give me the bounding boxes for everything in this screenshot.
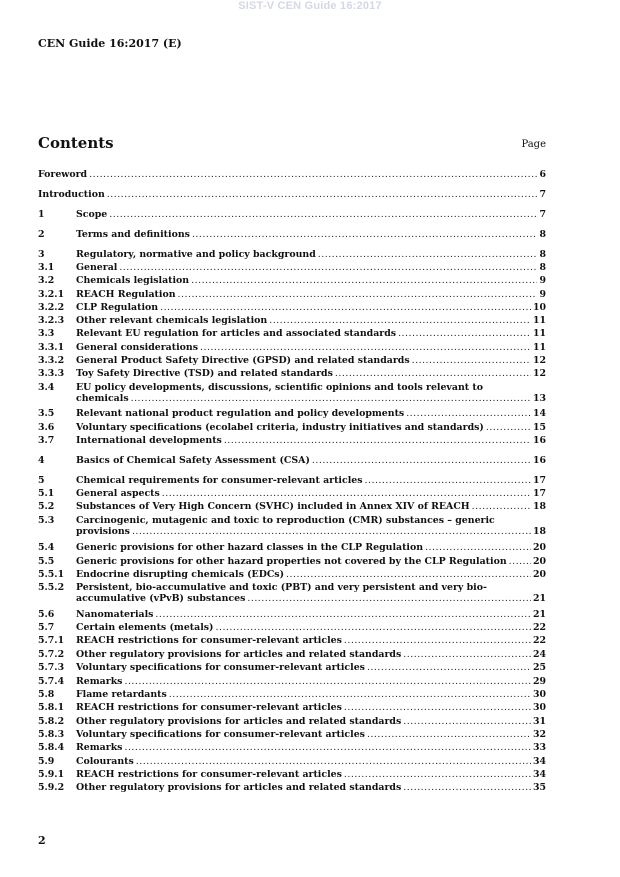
toc-entry-title: Introduction (38, 189, 105, 200)
toc-entry-number: 5.7.1 (38, 635, 65, 646)
toc-entry-title-line1: Persistent, bio-accumulative and toxic (PBT) and very persistent and very bio- (76, 582, 487, 593)
table-of-contents (38, 0, 546, 877)
toc-entry-number: 5.1 (38, 488, 55, 499)
toc-leader-dots (269, 315, 531, 326)
toc-entry-number: 5.6 (38, 609, 55, 620)
toc-entry-page: 11 (532, 342, 546, 353)
toc-entry-page: 22 (532, 635, 546, 646)
toc-leader-dots (398, 328, 531, 339)
toc-leader-dots (247, 593, 531, 604)
toc-leader-dots (412, 355, 531, 366)
toc-leader-dots (124, 676, 530, 687)
toc-entry-title: Terms and definitions (76, 229, 190, 240)
toc-entry-title: International developments (76, 435, 222, 446)
toc-leader-dots (318, 249, 538, 260)
toc-entry-page: 14 (532, 408, 546, 419)
toc-entry-title: General (76, 262, 118, 273)
toc-entry-title: Relevant EU regulation for articles and associated standards (76, 328, 397, 339)
toc-leader-dots (365, 475, 531, 486)
toc-entry-page: 8 (539, 249, 546, 260)
toc-entry-number: 3 (38, 249, 45, 260)
toc-entry-page: 11 (532, 328, 546, 339)
page-column-label: Page (521, 139, 546, 150)
toc-entry-number: 3.7 (38, 435, 55, 446)
toc-entry-page: 8 (539, 262, 546, 273)
toc-entry-page: 9 (539, 289, 546, 300)
toc-leader-dots (472, 501, 531, 512)
toc-entry-page: 7 (539, 189, 546, 200)
toc-entry-page: 17 (532, 475, 546, 486)
toc-entry-number: 3.4 (38, 382, 55, 393)
toc-entry-page: 21 (532, 593, 546, 604)
toc-entry-number: 5.8.1 (38, 702, 65, 713)
toc-entry-page: 20 (532, 556, 546, 567)
toc-entry-page: 7 (539, 209, 546, 220)
toc-entry-page: 8 (539, 229, 546, 240)
toc-leader-dots (107, 189, 538, 200)
toc-entry-number: 1 (38, 209, 45, 220)
toc-entry-number: 5.7 (38, 622, 55, 633)
toc-leader-dots (344, 702, 531, 713)
toc-entry-title: Nanomaterials (76, 609, 154, 620)
toc-leader-dots (403, 716, 531, 727)
toc-entry-number: 5.8.2 (38, 716, 65, 727)
toc-entry-page: 9 (539, 275, 546, 286)
toc-entry-title: General considerations (76, 342, 198, 353)
toc-entry-number: 5.9 (38, 756, 55, 767)
toc-entry-number: 3.3.2 (38, 355, 65, 366)
toc-leader-dots (367, 662, 531, 673)
toc-leader-dots (136, 756, 531, 767)
toc-leader-dots (403, 782, 531, 793)
toc-entry-number: 5 (38, 475, 45, 486)
toc-entry-number: 5.8.4 (38, 742, 65, 753)
toc-entry-number: 5.8 (38, 689, 55, 700)
toc-leader-dots (132, 526, 531, 537)
toc-entry-title: REACH Regulation (76, 289, 176, 300)
toc-leader-dots (131, 393, 531, 404)
toc-entry-title: Foreword (38, 169, 88, 180)
document-header: CEN Guide 16:2017 (E) (38, 37, 182, 50)
toc-entry-page: 11 (532, 315, 546, 326)
toc-leader-dots (200, 342, 531, 353)
toc-entry-title: Voluntary specifications for consumer-relevant articles (76, 729, 365, 740)
toc-entry-title: Scope (76, 209, 108, 220)
toc-leader-dots (89, 169, 537, 180)
toc-entry-page: 6 (539, 169, 546, 180)
toc-entry-page: 13 (532, 393, 546, 404)
toc-entry-title: REACH restrictions for consumer-relevant articles (76, 635, 342, 646)
toc-entry-title: General aspects (76, 488, 160, 499)
toc-leader-dots (192, 229, 538, 240)
toc-entry-number: 5.7.3 (38, 662, 65, 673)
toc-entry-page: 29 (532, 676, 546, 687)
toc-entry-page: 12 (532, 355, 546, 366)
toc-leader-dots (215, 622, 530, 633)
toc-entry-page: 31 (532, 716, 546, 727)
toc-entry-page: 25 (532, 662, 546, 673)
toc-entry-title: chemicals (76, 393, 129, 404)
toc-leader-dots (344, 769, 531, 780)
toc-entry-page: 15 (532, 422, 546, 433)
toc-entry-number: 5.3 (38, 515, 55, 526)
toc-leader-dots (169, 689, 531, 700)
toc-entry-page: 20 (532, 569, 546, 580)
toc-entry-page: 30 (532, 702, 546, 713)
toc-entry-title: Other regulatory provisions for articles and related standards (76, 716, 402, 727)
toc-entry-title: Chemical requirements for consumer-relevant articles (76, 475, 363, 486)
toc-leader-dots (486, 422, 531, 433)
toc-entry-number: 5.9.2 (38, 782, 65, 793)
toc-entry-number: 3.2.1 (38, 289, 65, 300)
toc-entry-number: 3.3.3 (38, 368, 65, 379)
watermark: SIST-V CEN Guide 16:2017 (238, 0, 382, 12)
toc-entry-page: 12 (532, 368, 546, 379)
toc-leader-dots (509, 556, 531, 567)
toc-entry-title: accumulative (vPvB) substances (76, 593, 246, 604)
toc-entry-page: 10 (532, 302, 546, 313)
toc-leader-dots (124, 742, 530, 753)
toc-entry-page: 21 (532, 609, 546, 620)
toc-entry-title: Other regulatory provisions for articles and related standards (76, 782, 402, 793)
toc-entry-number: 5.8.3 (38, 729, 65, 740)
toc-entry-page: 18 (532, 501, 546, 512)
toc-entry-title: provisions (76, 526, 130, 537)
page-number: 2 (38, 834, 46, 847)
toc-entry-page: 18 (532, 526, 546, 537)
toc-entry-title: Toy Safety Directive (TSD) and related standards (76, 368, 333, 379)
toc-entry-number: 5.5 (38, 556, 55, 567)
toc-entry-number: 3.3 (38, 328, 55, 339)
toc-entry-title: Other regulatory provisions for articles and related standards (76, 649, 402, 660)
toc-entry-title: Other relevant chemicals legislation (76, 315, 268, 326)
toc-entry-number: 4 (38, 455, 45, 466)
toc-entry-title: Remarks (76, 742, 123, 753)
toc-entry-number: 5.7.2 (38, 649, 65, 660)
toc-entry-page: 35 (532, 782, 546, 793)
toc-entry-number: 5.7.4 (38, 676, 65, 687)
toc-entry-title: REACH restrictions for consumer-relevant articles (76, 702, 342, 713)
toc-entry-page: 16 (532, 435, 546, 446)
toc-leader-dots (425, 542, 531, 553)
toc-entry-number: 5.9.1 (38, 769, 65, 780)
toc-entry-title: Generic provisions for other hazard properties not covered by the CLP Regulation (76, 556, 507, 567)
toc-entry-title: General Product Safety Directive (GPSD) and related standards (76, 355, 410, 366)
toc-entry-page: 24 (532, 649, 546, 660)
toc-entry-page: 22 (532, 622, 546, 633)
toc-entry-title: Generic provisions for other hazard classes in the CLP Regulation (76, 542, 424, 553)
toc-entry-page: 16 (532, 455, 546, 466)
toc-entry-number: 3.3.1 (38, 342, 65, 353)
toc-entry-title: Voluntary specifications for consumer-relevant articles (76, 662, 365, 673)
contents-heading: Contents (38, 134, 114, 152)
toc-leader-dots (344, 635, 531, 646)
toc-entry-page: 34 (532, 756, 546, 767)
toc-entry-title: Relevant national product regulation and policy developments (76, 408, 405, 419)
toc-entry-number: 3.1 (38, 262, 55, 273)
toc-entry-title: Chemicals legislation (76, 275, 190, 286)
toc-leader-dots (335, 368, 531, 379)
toc-leader-dots (286, 569, 531, 580)
toc-entry-title-line1: Carcinogenic, mutagenic and toxic to reproduction (CMR) substances – generic (76, 515, 495, 526)
toc-entry-number: 5.5.1 (38, 569, 65, 580)
toc-entry-number: 3.6 (38, 422, 55, 433)
toc-leader-dots (109, 209, 537, 220)
toc-entry-number: 3.5 (38, 408, 55, 419)
toc-entry-title: Basics of Chemical Safety Assessment (CSA) (76, 455, 310, 466)
toc-leader-dots (224, 435, 531, 446)
toc-entry-number: 3.2.2 (38, 302, 65, 313)
toc-leader-dots (191, 275, 537, 286)
toc-entry-title: Remarks (76, 676, 123, 687)
toc-leader-dots (312, 455, 531, 466)
toc-entry-page: 34 (532, 769, 546, 780)
toc-leader-dots (367, 729, 531, 740)
toc-entry-number: 5.5.2 (38, 582, 65, 593)
toc-entry-page: 33 (532, 742, 546, 753)
toc-entry-title: Regulatory, normative and policy background (76, 249, 316, 260)
toc-entry-page: 17 (532, 488, 546, 499)
toc-entry-title: Endocrine disrupting chemicals (EDCs) (76, 569, 284, 580)
toc-entry-number: 5.4 (38, 542, 55, 553)
toc-entry-title: Voluntary specifications (ecolabel criteria, industry initiatives and standards) (76, 422, 484, 433)
toc-entry-page: 20 (532, 542, 546, 553)
toc-entry-number: 3.2 (38, 275, 55, 286)
toc-entry-page: 32 (532, 729, 546, 740)
toc-entry-title: Certain elements (metals) (76, 622, 214, 633)
toc-entry-number: 3.2.3 (38, 315, 65, 326)
toc-entry-number: 5.2 (38, 501, 55, 512)
toc-entry-page: 30 (532, 689, 546, 700)
toc-entry-title: CLP Regulation (76, 302, 159, 313)
toc-leader-dots (155, 609, 531, 620)
toc-entry-number: 2 (38, 229, 45, 240)
toc-leader-dots (162, 488, 531, 499)
toc-entry-title: Colourants (76, 756, 134, 767)
toc-leader-dots (119, 262, 537, 273)
toc-entry-title: Flame retardants (76, 689, 167, 700)
toc-leader-dots (403, 649, 531, 660)
toc-leader-dots (406, 408, 531, 419)
toc-entry-title: Substances of Very High Concern (SVHC) included in Annex XIV of REACH (76, 501, 470, 512)
toc-entry-title-line1: EU policy developments, discussions, scientific opinions and tools relevant to (76, 382, 483, 393)
toc-leader-dots (160, 302, 531, 313)
toc-entry-title: REACH restrictions for consumer-relevant articles (76, 769, 342, 780)
toc-leader-dots (178, 289, 538, 300)
